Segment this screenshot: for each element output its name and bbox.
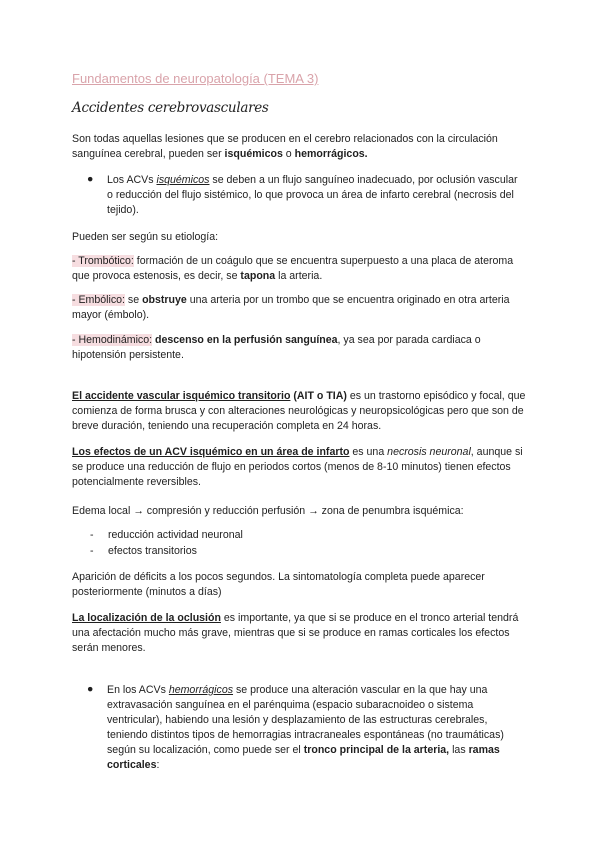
- edema-line: Edema local → compresión y reducción perfusión → zona de penumbra isquémica:: [72, 505, 464, 517]
- hemorrhagic-bullet: En los ACVs hemorrágicos se produce una alteración vascular en la que hay una extravasación sanguínea en el parénquima (espacio subaracnoideo o sistema ventricular), habiendo una lesión y desplazamiento de las estructuras cerebrales, teniendo distintos tipos de hemorragias intracraneales espontáneas (no traumáticas) según su localización, como puede ser el tronco principal de la arteria, las ramas corticales:: [107, 684, 504, 771]
- section-heading: Accidentes cerebrovasculares: [72, 100, 269, 116]
- page-title: Fundamentos de neuropatología (TEMA 3): [72, 71, 319, 86]
- intro-paragraph: Son todas aquellas lesiones que se producen en el cerebro relacionados con la circulación sanguínea cerebral, pueden ser isquémicos o hemorrágicos.: [72, 133, 498, 160]
- etiology-line: Pueden ser según su etiología:: [72, 231, 219, 243]
- ait-paragraph: El accidente vascular isquémico transitorio (AIT o TIA) es un trastorno episódico y focal, que comienza de forma brusca y con alteraciones neurológicas y neuropsicológicas pero que son de breve duración, teniendo una recuperación completa en 24 horas.: [72, 390, 526, 432]
- efectos-paragraph: Los efectos de un ACV isquémico en un área de infarto es una necrosis neuronal, aunque si se produce una reducción de flujo en periodos cortos (menos de 8-10 minutos) tienen efectos potencialmente reversibles.: [72, 446, 523, 488]
- aparicion-paragraph: Aparición de déficits a los pocos segundos. La sintomatología completa puede aparecer posteriormente (minutos a días): [72, 571, 485, 598]
- localizacion-paragraph: La localización de la oclusión es importante, ya que si se produce en el tronco arterial tendrá una afectación mucho más grave, mientras que si se produce en ramas corticales los efectos serán menores.: [72, 612, 519, 654]
- dash-marker: -: [90, 545, 94, 557]
- ischemic-bullet: Los ACVs isquémicos se deben a un flujo sanguíneo inadecuado, por oclusión vascular o reducción del flujo sistémico, lo que provoca un área de infarto cerebral (necrosis del tejido).: [107, 174, 518, 216]
- trombotico-paragraph: - Trombótico: formación de un coágulo que se encuentra superpuesto a una placa de ateroma que provoca estenosis, es decir, se tapona la arteria.: [72, 255, 514, 282]
- dash-marker: -: [90, 529, 94, 541]
- bullet-marker: ●: [87, 173, 94, 185]
- list-item: efectos transitorios: [108, 545, 197, 557]
- embolico-paragraph: - Embólico: se obstruye una arteria por un trombo que se encuentra originado en otra arteria mayor (émbolo).: [72, 294, 510, 321]
- list-item: reducción actividad neuronal: [108, 529, 243, 541]
- bullet-marker: ●: [87, 683, 94, 695]
- hemodinamico-paragraph: - Hemodinámico: descenso en la perfusión sanguínea, ya sea por parada cardiaca o hipotensión persistente.: [72, 334, 481, 361]
